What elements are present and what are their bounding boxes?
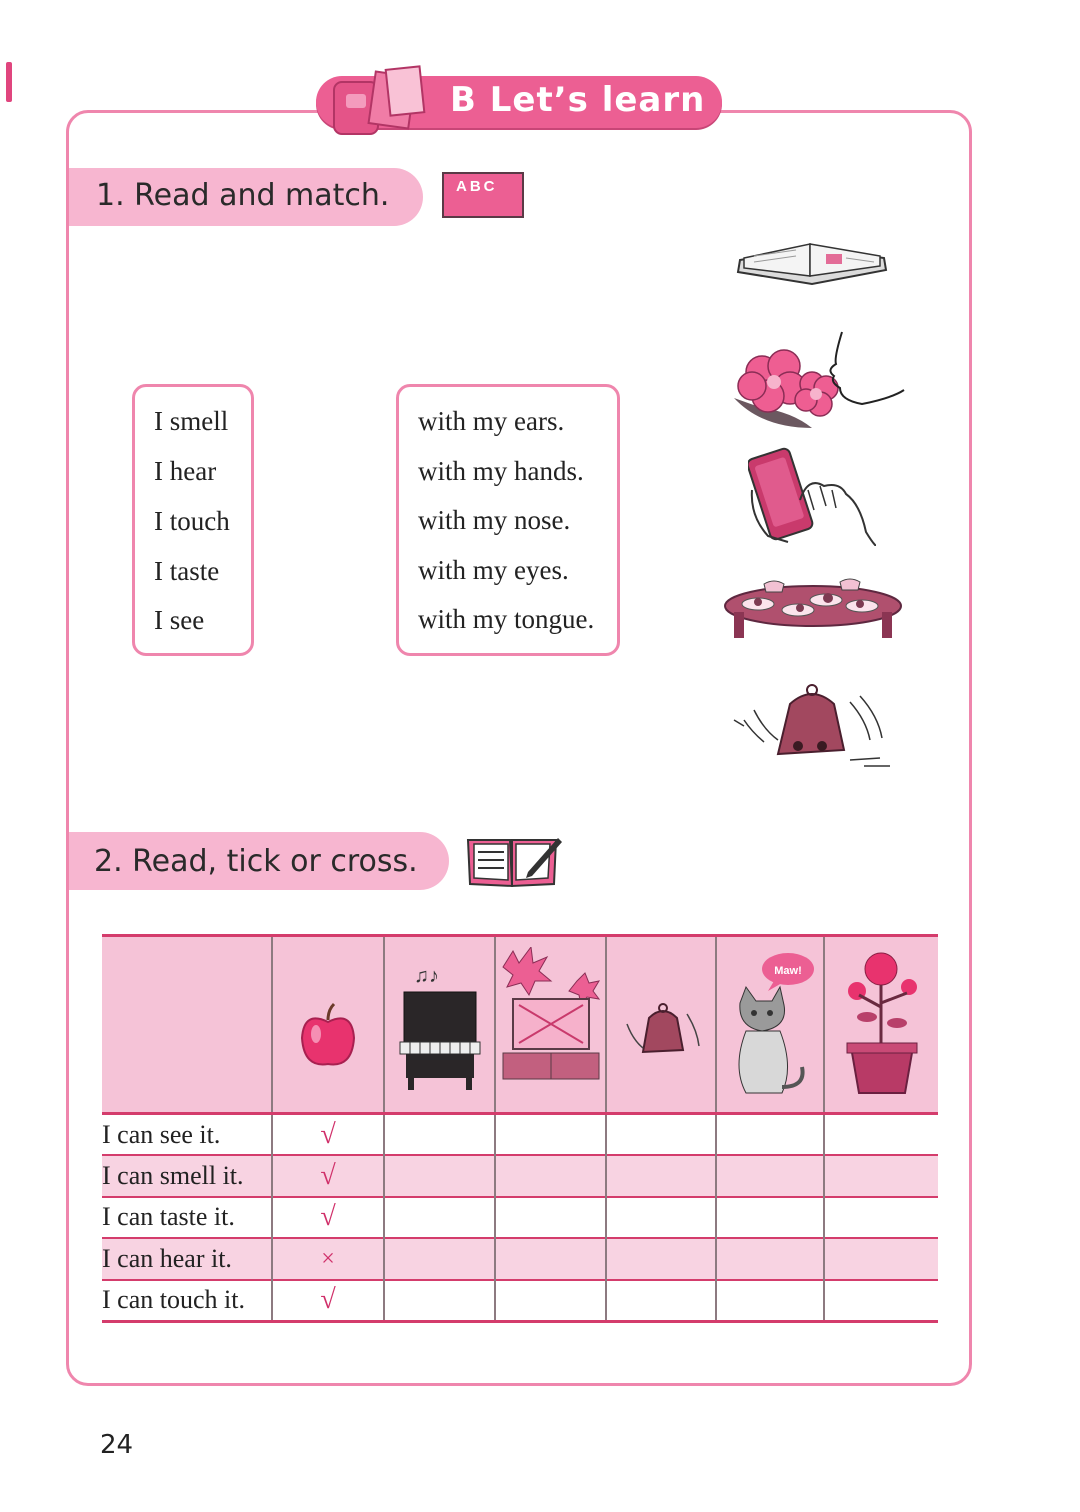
bell-icon [619, 1000, 703, 1064]
book-icon [736, 236, 888, 292]
answer-cell[interactable]: √ [272, 1155, 384, 1197]
table-header-piano [384, 936, 495, 1114]
answer-cell[interactable] [606, 1197, 716, 1239]
answer-cell[interactable] [824, 1155, 938, 1197]
rose-icon [837, 947, 927, 1097]
answer-cell[interactable] [716, 1114, 824, 1156]
section-title: B Let’s learn [450, 80, 706, 120]
cat-icon [722, 947, 818, 1097]
phone-touch-icon [748, 446, 876, 546]
row-label: I can taste it. [102, 1197, 272, 1239]
answer-cell[interactable] [716, 1238, 824, 1280]
phrase-item: with my hands. [418, 456, 584, 486]
answer-cell[interactable] [824, 1238, 938, 1280]
phrase-item: with my tongue. [418, 604, 595, 634]
table-row [102, 1197, 938, 1239]
subject-item: I smell [154, 406, 229, 436]
reading-writing-icon [464, 834, 564, 890]
answer-cell[interactable] [606, 1238, 716, 1280]
phrase-item: with my nose. [418, 505, 571, 535]
answer-cell[interactable] [384, 1155, 495, 1197]
table-row [102, 1114, 938, 1156]
table-header-tv [495, 936, 606, 1114]
answer-cell[interactable] [384, 1197, 495, 1239]
answer-cell[interactable]: √ [272, 1114, 384, 1156]
subject-item: I taste [154, 556, 220, 586]
answer-cell[interactable] [824, 1197, 938, 1239]
answer-cell[interactable] [606, 1280, 716, 1322]
answer-cell[interactable]: × [272, 1238, 384, 1280]
table-header-rose [824, 936, 938, 1114]
answer-cell[interactable] [384, 1280, 495, 1322]
answer-cell[interactable] [606, 1155, 716, 1197]
answer-cell[interactable]: √ [272, 1280, 384, 1322]
cat-speech-text: Maw! [774, 965, 802, 977]
table-row [102, 1155, 938, 1197]
subject-item: I see [154, 605, 205, 635]
answer-cell[interactable] [824, 1280, 938, 1322]
row-label: I can touch it. [102, 1280, 272, 1322]
food-table-icon [722, 576, 904, 642]
answer-cell[interactable] [606, 1114, 716, 1156]
row-label: I can hear it. [102, 1238, 272, 1280]
table-header-apple [272, 936, 384, 1114]
table-header-blank [102, 936, 272, 1114]
phrase-item: with my ears. [418, 406, 565, 436]
answer-cell[interactable] [824, 1114, 938, 1156]
abc-badge [442, 172, 524, 218]
books-icon [328, 64, 438, 140]
answer-cell[interactable]: √ [272, 1197, 384, 1239]
tv-icon [499, 947, 603, 1097]
row-label: I can smell it. [102, 1155, 272, 1197]
section1-heading: 1. Read and match. [96, 178, 390, 213]
answer-cell[interactable] [495, 1280, 606, 1322]
subject-item: I touch [154, 506, 230, 536]
piano-icon [394, 952, 486, 1092]
table-header-cat [716, 936, 824, 1114]
page-edge-marker [6, 62, 12, 102]
section2-heading: 2. Read, tick or cross. [94, 844, 418, 879]
answer-cell[interactable] [716, 1197, 824, 1239]
answer-cell[interactable] [716, 1280, 824, 1322]
answer-cell[interactable] [495, 1197, 606, 1239]
apple-icon [298, 1002, 358, 1072]
answer-cell[interactable] [384, 1238, 495, 1280]
table-header-row [102, 936, 938, 1114]
ringing-bell-icon [730, 680, 892, 772]
answer-cell[interactable] [716, 1155, 824, 1197]
page-number: 24 [100, 1430, 134, 1460]
answer-cell[interactable] [495, 1238, 606, 1280]
answer-cell[interactable] [384, 1114, 495, 1156]
subject-item: I hear [154, 456, 217, 486]
answer-cell[interactable] [495, 1114, 606, 1156]
table-row [102, 1238, 938, 1280]
table-row [102, 1280, 938, 1322]
row-label: I can see it. [102, 1114, 272, 1156]
tick-cross-table [102, 934, 938, 1323]
table-header-bell [606, 936, 716, 1114]
svg-text:♫♪: ♫♪ [413, 965, 439, 987]
abc-badge-label: ABC [456, 178, 498, 195]
flower-smell-icon [722, 328, 908, 438]
phrase-item: with my eyes. [418, 555, 569, 585]
answer-cell[interactable] [495, 1155, 606, 1197]
